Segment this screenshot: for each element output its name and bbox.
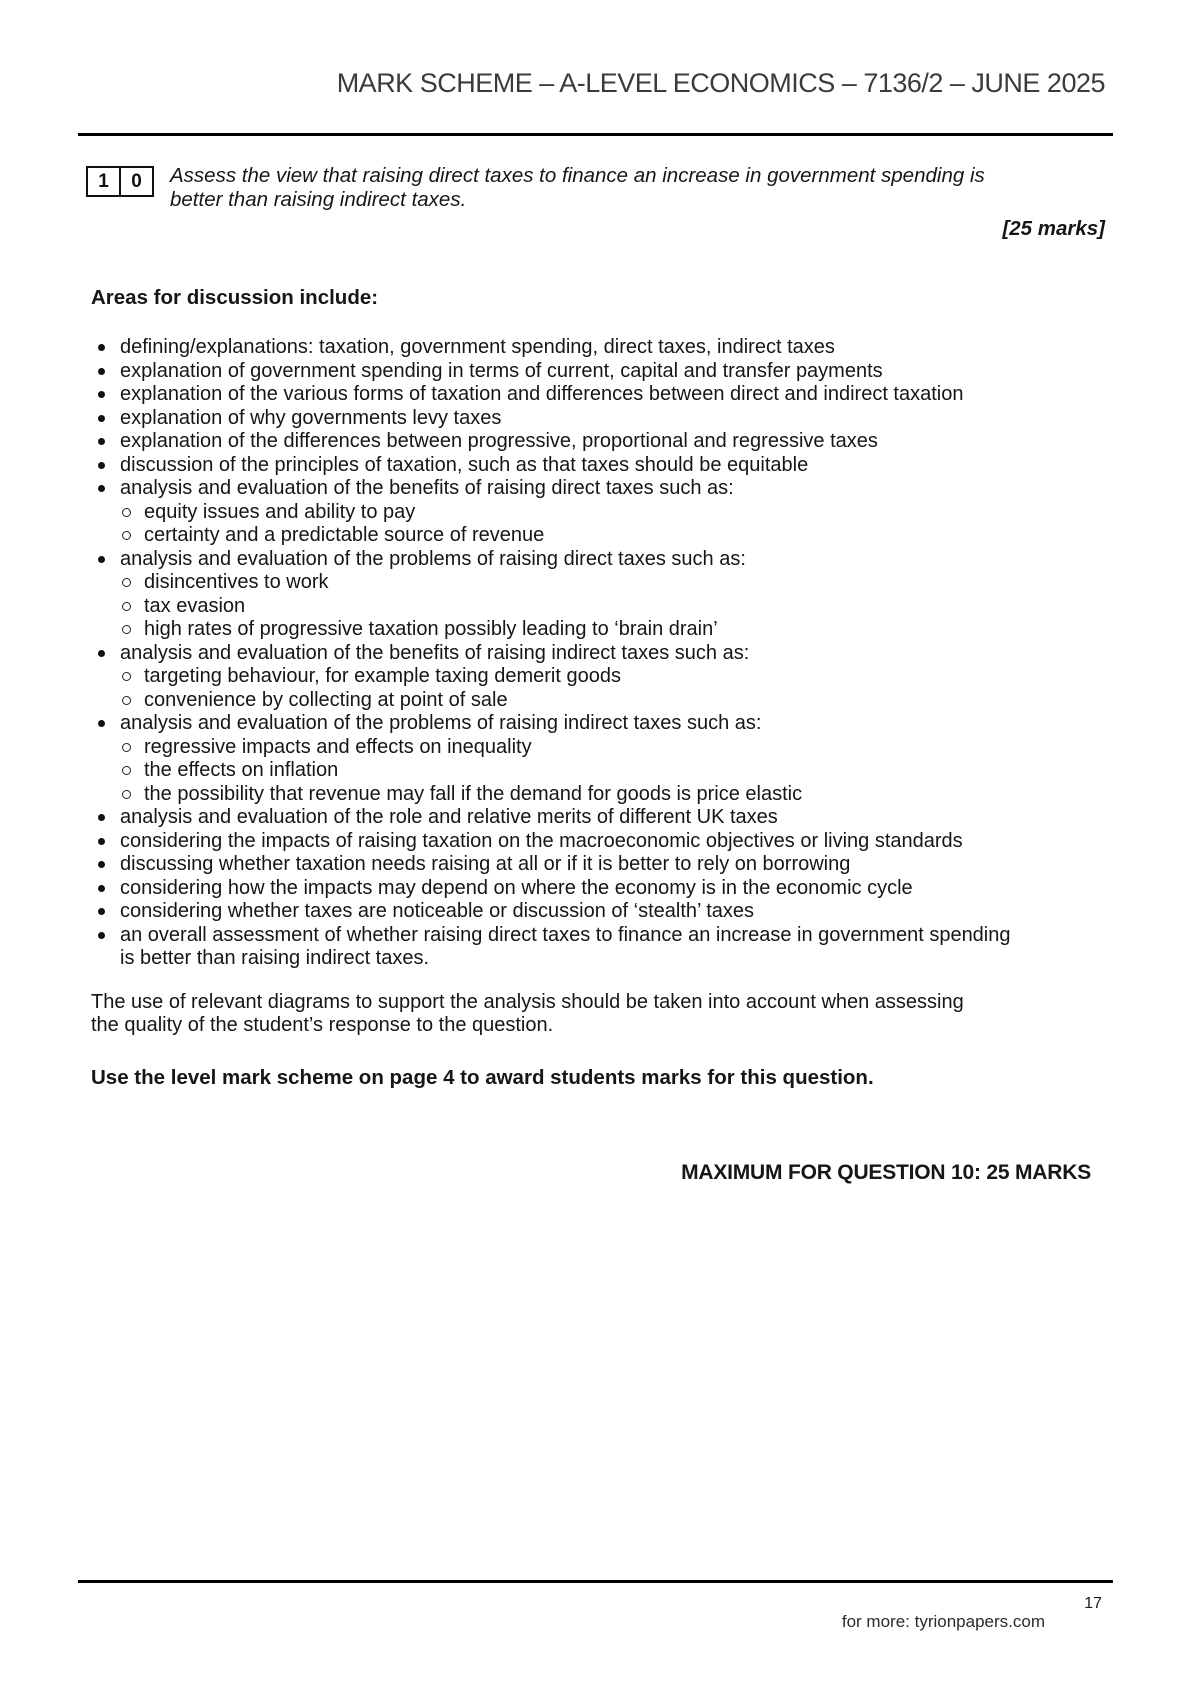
page-header-title: MARK SCHEME – A-LEVEL ECONOMICS – 7136/2 – JUNE 2025 — [336, 68, 1105, 98]
diagrams-note: The use of relevant diagrams to support the analysis should be taken into account when assessing the quality of the student’s response to the question. — [91, 990, 964, 1036]
list-item — [91, 454, 1111, 478]
sub-list-item — [91, 571, 1111, 595]
bullet-icon — [98, 368, 105, 375]
page-number: 17 — [1084, 1595, 1102, 1612]
sub-list-item-text: the possibility that revenue may fall if the demand for goods is price elastic — [144, 782, 803, 805]
sub-list-item-text: equity issues and ability to pay — [144, 500, 416, 523]
bullet-icon — [98, 415, 105, 422]
list-item — [91, 430, 1111, 454]
bullet-icon — [98, 908, 105, 915]
question-digit-units: 0 — [131, 170, 142, 192]
circle-bullet-icon — [122, 578, 131, 587]
sub-list-item — [91, 665, 1111, 689]
header-divider — [78, 133, 1113, 136]
sub-list-item-text: targeting behaviour, for example taxing demerit goods — [144, 665, 621, 687]
list-item-with-sublist — [91, 477, 1111, 548]
list-item-text: discussing whether taxation needs raising at all or if it is better to rely on borrowing — [120, 853, 851, 875]
list-item — [91, 830, 1111, 854]
bullet-icon — [98, 438, 105, 445]
bullet-icon — [98, 391, 105, 398]
bullet-icon — [98, 720, 105, 727]
circle-bullet-icon — [122, 508, 131, 517]
bullet-icon — [98, 650, 105, 657]
circle-bullet-icon — [122, 790, 131, 799]
sub-list — [91, 736, 1111, 807]
list-item-text: analysis and evaluation of the problems of raising indirect taxes such as: — [120, 712, 762, 734]
list-item-with-sublist — [91, 548, 1111, 642]
sub-list-item — [91, 595, 1111, 619]
list-item-text: analysis and evaluation of the role and relative merits of different UK taxes — [120, 806, 778, 828]
list-item — [91, 407, 1111, 431]
sub-list-item-text: certainty and a predictable source of revenue — [144, 524, 545, 546]
maximum-marks-line: MAXIMUM FOR QUESTION 10: 25 MARKS — [681, 1161, 1091, 1184]
sub-list-item-text: regressive impacts and effects on inequality — [144, 735, 532, 758]
bullet-icon — [98, 485, 105, 492]
list-item — [91, 924, 1111, 971]
sub-list-item-text: high rates of progressive taxation possibly leading to ‘brain drain’ — [144, 618, 718, 640]
sub-list-item — [91, 783, 1111, 807]
main-content — [91, 286, 1111, 1185]
list-item-text: analysis and evaluation of the problems of raising direct taxes such as: — [120, 547, 746, 570]
sub-list — [91, 571, 1111, 642]
circle-bullet-icon — [122, 766, 131, 775]
discussion-list — [91, 336, 1111, 971]
list-item-text: discussion of the principles of taxation, such as that taxes should be equitable — [120, 453, 809, 476]
sub-list-item — [91, 501, 1111, 525]
bullet-icon — [98, 814, 105, 821]
sub-list-item-text: tax evasion — [144, 594, 246, 617]
list-item-text: considering whether taxes are noticeable or discussion of ‘stealth’ taxes — [120, 900, 755, 922]
bullet-icon — [98, 462, 105, 469]
list-item-text: an overall assessment of whether raising direct taxes to finance an increase in government spending is better than raising indirect taxes. — [120, 923, 1011, 969]
list-item-text: considering how the impacts may depend on where the economy is in the economic cycle — [120, 876, 913, 899]
bullet-icon — [98, 344, 105, 351]
sub-list-item — [91, 759, 1111, 783]
sub-list-item — [91, 524, 1111, 548]
list-item-text: explanation of government spending in terms of current, capital and transfer payments — [120, 359, 883, 382]
question-number-box — [86, 166, 154, 197]
sub-list-item — [91, 689, 1111, 713]
list-item — [91, 336, 1111, 360]
level-scheme-note: Use the level mark scheme on page 4 to award students marks for this question. — [91, 1065, 874, 1089]
bullet-icon — [98, 932, 105, 939]
list-item — [91, 383, 1111, 407]
circle-bullet-icon — [122, 602, 131, 611]
sub-list-item-text: disincentives to work — [144, 571, 329, 593]
list-item-with-sublist — [91, 642, 1111, 713]
list-item — [91, 877, 1111, 901]
list-item-text: analysis and evaluation of the benefits of raising direct taxes such as: — [120, 477, 734, 499]
list-item-text: defining/explanations: taxation, government spending, direct taxes, indirect taxes — [120, 336, 835, 358]
sub-list-item-text: the effects on inflation — [144, 759, 339, 781]
list-item-with-sublist — [91, 712, 1111, 806]
list-item — [91, 360, 1111, 384]
footer-divider — [78, 1580, 1113, 1583]
list-item-text: analysis and evaluation of the benefits of raising indirect taxes such as: — [120, 641, 750, 664]
bullet-icon — [98, 556, 105, 563]
circle-bullet-icon — [122, 531, 131, 540]
sub-list — [91, 665, 1111, 712]
sub-list-item — [91, 618, 1111, 642]
discussion-heading: Areas for discussion include: — [91, 286, 379, 309]
bullet-icon — [98, 861, 105, 868]
bullet-icon — [98, 885, 105, 892]
sub-list-item-text: convenience by collecting at point of sale — [144, 688, 508, 711]
list-item — [91, 853, 1111, 877]
question-digit-tens: 1 — [88, 168, 121, 195]
list-item — [91, 900, 1111, 924]
sub-list-item — [91, 736, 1111, 760]
watermark-text: for more: tyrionpapers.com — [841, 1612, 1045, 1631]
list-item-text: considering the impacts of raising taxation on the macroeconomic objectives or living standards — [120, 829, 963, 852]
list-item-text: explanation of why governments levy taxes — [120, 406, 502, 429]
circle-bullet-icon — [122, 743, 131, 752]
circle-bullet-icon — [122, 672, 131, 681]
list-item-text: explanation of the various forms of taxation and differences between direct and indirect taxation — [120, 383, 964, 405]
list-item — [91, 806, 1111, 830]
bullet-icon — [98, 838, 105, 845]
sub-list — [91, 501, 1111, 548]
question-marks: [25 marks] — [1002, 217, 1105, 240]
circle-bullet-icon — [122, 696, 131, 705]
circle-bullet-icon — [122, 625, 131, 634]
question-text: Assess the view that raising direct taxes to finance an increase in government spending is better than raising indirect taxes. — [170, 164, 985, 211]
list-item-text: explanation of the differences between progressive, proportional and regressive taxes — [120, 430, 878, 452]
question-row — [86, 164, 1107, 212]
